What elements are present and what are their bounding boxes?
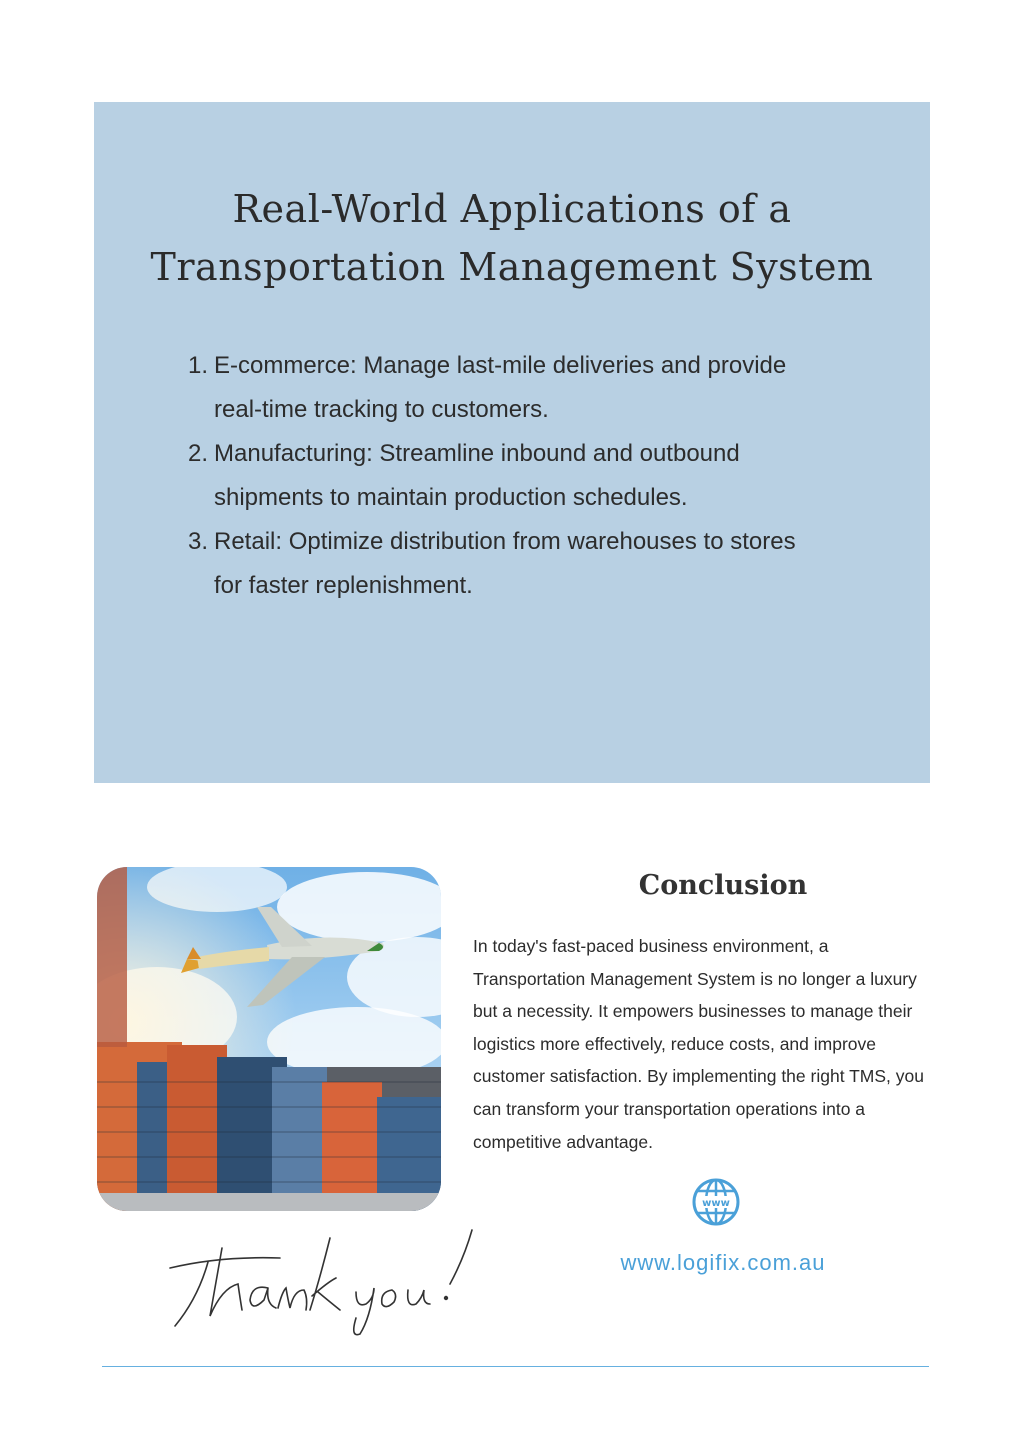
globe-icon bbox=[692, 1178, 740, 1226]
list-item-line: E-commerce: Manage last-mile deliveries and provide bbox=[214, 352, 787, 379]
applications-list bbox=[187, 344, 894, 608]
airplane-containers-photo bbox=[97, 867, 441, 1211]
list-item-number: 1. bbox=[187, 352, 208, 379]
conclusion-line: In today's fast-paced business environment, a bbox=[473, 936, 829, 956]
title-line-2: Transportation Management System bbox=[150, 245, 874, 289]
conclusion-line: but a necessity. It empowers businesses to manage their bbox=[473, 1001, 913, 1022]
website-link[interactable]: www.logifix.com.au bbox=[620, 1250, 826, 1275]
list-item-line: shipments to maintain production schedules. bbox=[214, 484, 688, 511]
applications-title bbox=[94, 180, 930, 296]
list-item-line: for faster replenishment. bbox=[214, 572, 473, 599]
list-item bbox=[187, 520, 894, 608]
list-item-number: 2. bbox=[187, 440, 208, 467]
list-item bbox=[187, 344, 894, 432]
list-item-line: Retail: Optimize distribution from warehouses to stores bbox=[214, 528, 796, 555]
conclusion-heading: Conclusion bbox=[638, 870, 808, 901]
bottom-divider bbox=[102, 1366, 929, 1367]
conclusion-line: Transportation Management System is no longer a luxury bbox=[473, 968, 917, 989]
list-item-line: Manufacturing: Streamline inbound and outbound bbox=[214, 440, 740, 467]
conclusion-line: can transform your transportation operations into a bbox=[473, 1098, 866, 1119]
title-line-1: Real-World Applications of a bbox=[232, 187, 792, 231]
applications-panel bbox=[94, 102, 930, 783]
globe-badge-text: www bbox=[702, 1198, 730, 1209]
conclusion-line: competitive advantage. bbox=[473, 1131, 653, 1152]
conclusion-line: logistics more effectively, reduce costs, and improve bbox=[473, 1033, 876, 1054]
conclusion-line: customer satisfaction. By implementing the right TMS, you bbox=[473, 1066, 924, 1087]
list-item bbox=[187, 432, 894, 520]
list-item-line: real-time tracking to customers. bbox=[214, 396, 549, 423]
list-item-number: 3. bbox=[187, 528, 208, 555]
conclusion-paragraph bbox=[473, 930, 993, 1158]
thank-you-signature bbox=[160, 1218, 490, 1338]
